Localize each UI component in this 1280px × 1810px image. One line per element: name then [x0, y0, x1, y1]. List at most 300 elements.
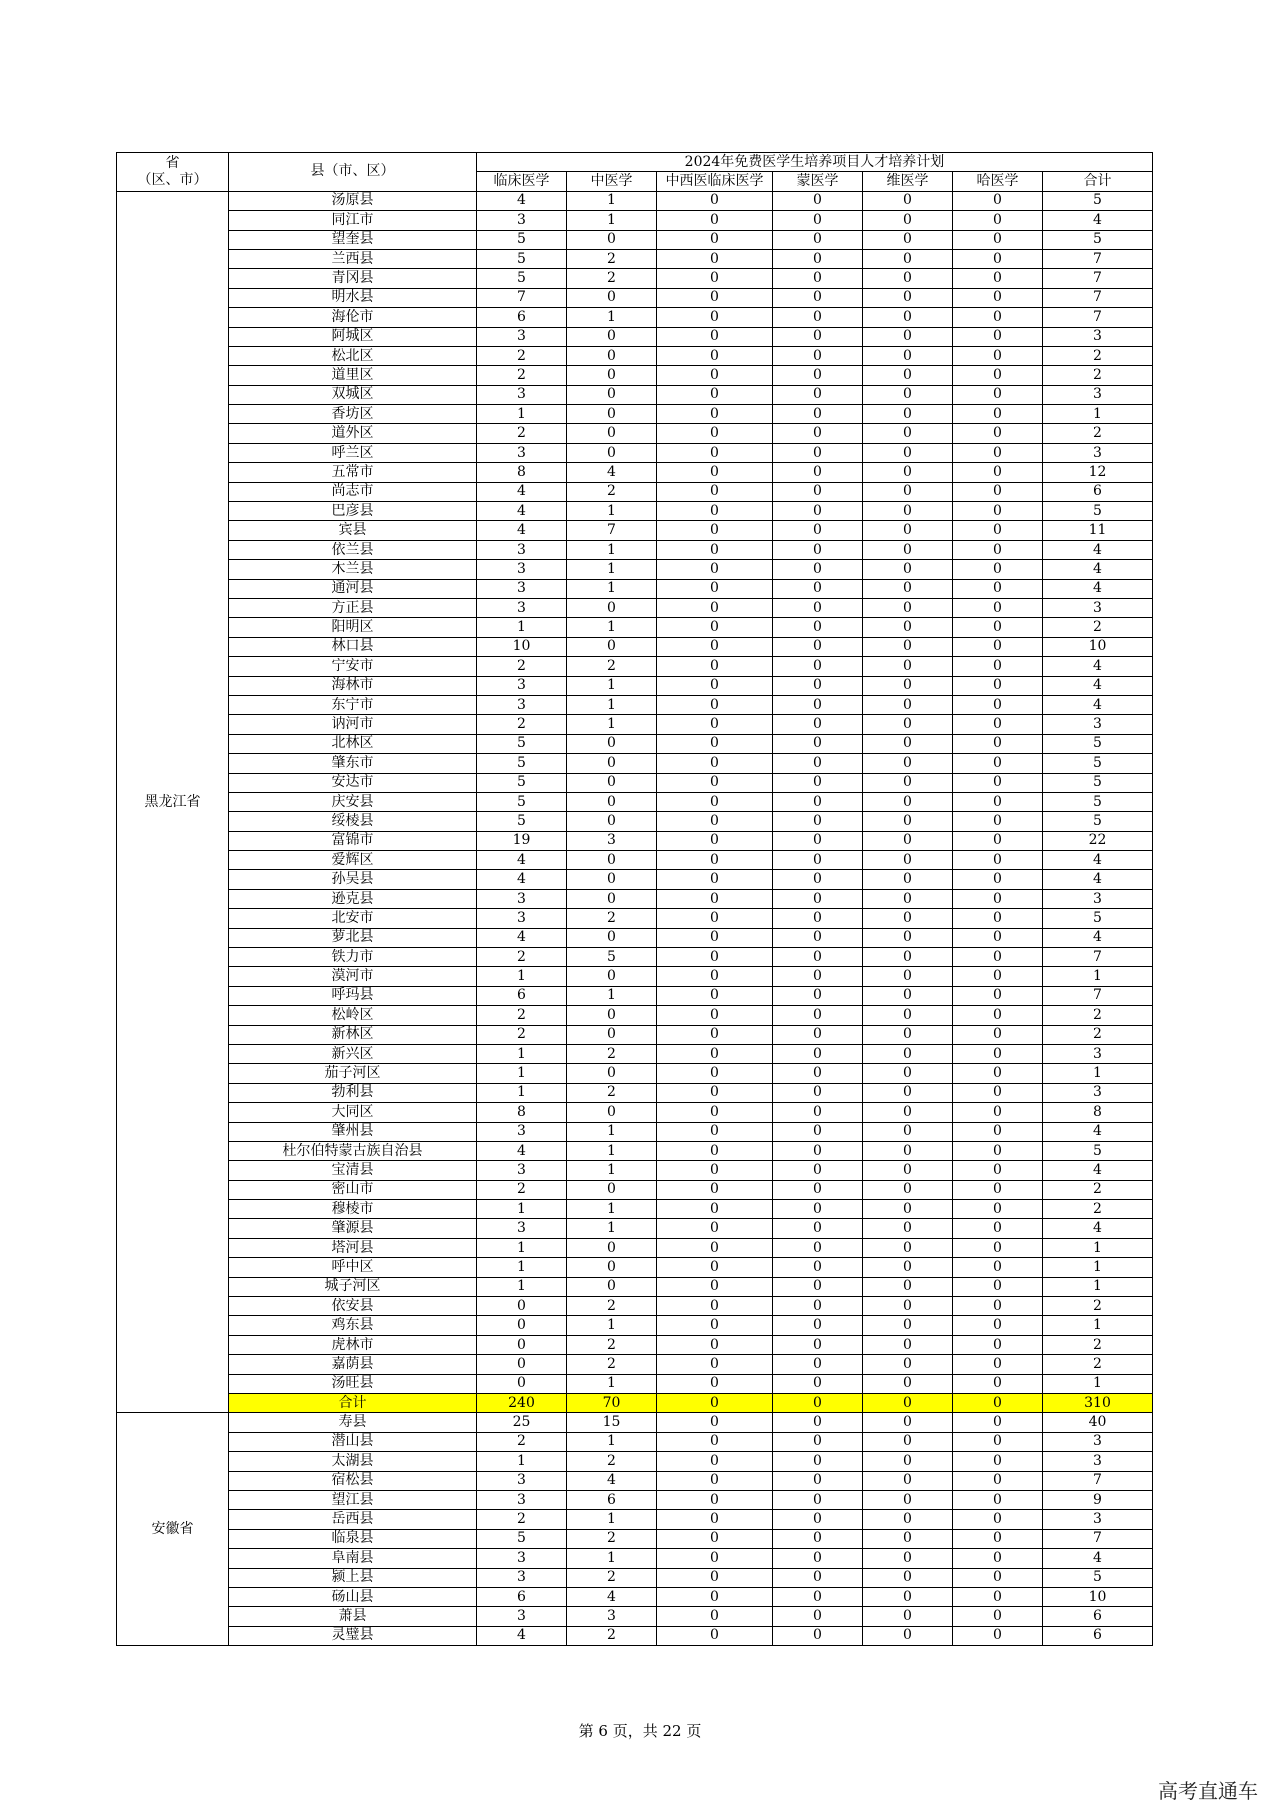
county-cell: 肇源县 — [229, 1219, 477, 1238]
value-cell: 0 — [953, 637, 1043, 656]
value-cell: 2 — [567, 1335, 657, 1354]
table-row — [117, 909, 1153, 928]
county-cell: 木兰县 — [229, 560, 477, 579]
value-cell: 6 — [477, 1587, 567, 1606]
value-cell: 0 — [657, 909, 773, 928]
county-cell: 尚志市 — [229, 482, 477, 501]
value-cell: 1 — [477, 967, 567, 986]
value-cell: 5 — [1043, 812, 1153, 831]
county-cell: 五常市 — [229, 463, 477, 482]
value-cell: 0 — [657, 1452, 773, 1471]
table-row — [117, 1277, 1153, 1296]
county-cell: 阿城区 — [229, 327, 477, 346]
value-cell: 0 — [953, 308, 1043, 327]
value-cell: 0 — [567, 1025, 657, 1044]
value-cell: 10 — [477, 637, 567, 656]
value-cell: 0 — [773, 870, 863, 889]
value-cell: 0 — [567, 928, 657, 947]
value-cell: 2 — [477, 366, 567, 385]
value-cell: 2 — [477, 346, 567, 365]
value-cell: 0 — [953, 754, 1043, 773]
value-cell: 0 — [953, 346, 1043, 365]
value-cell: 1 — [1043, 1316, 1153, 1335]
value-cell: 0 — [773, 366, 863, 385]
value-cell: 5 — [477, 812, 567, 831]
value-cell: 0 — [773, 1374, 863, 1393]
value-cell: 2 — [1043, 618, 1153, 637]
county-cell: 新兴区 — [229, 1044, 477, 1063]
table-row — [117, 870, 1153, 889]
value-cell: 0 — [863, 1335, 953, 1354]
value-cell: 0 — [567, 812, 657, 831]
value-cell: 0 — [863, 1200, 953, 1219]
value-cell: 0 — [953, 1219, 1043, 1238]
value-cell: 3 — [477, 540, 567, 559]
province-cell: 安徽省 — [117, 1413, 229, 1646]
value-cell: 0 — [657, 1200, 773, 1219]
value-cell: 0 — [863, 1219, 953, 1238]
value-cell: 1 — [567, 986, 657, 1005]
value-cell: 4 — [567, 1471, 657, 1490]
value-cell: 0 — [773, 1471, 863, 1490]
value-cell: 0 — [953, 598, 1043, 617]
table-row — [117, 346, 1153, 365]
county-cell: 呼中区 — [229, 1258, 477, 1277]
value-cell: 0 — [773, 734, 863, 753]
value-cell: 0 — [953, 366, 1043, 385]
county-cell: 潜山县 — [229, 1432, 477, 1451]
value-cell: 0 — [953, 463, 1043, 482]
table-row — [117, 1006, 1153, 1025]
table-row — [117, 1238, 1153, 1257]
value-cell: 0 — [657, 1607, 773, 1626]
value-cell: 1 — [567, 695, 657, 714]
value-cell: 0 — [657, 405, 773, 424]
value-cell: 7 — [1043, 288, 1153, 307]
value-cell: 7 — [1043, 249, 1153, 268]
value-cell: 3 — [477, 695, 567, 714]
value-cell: 7 — [1043, 1529, 1153, 1548]
value-cell: 0 — [773, 502, 863, 521]
value-cell: 0 — [863, 1258, 953, 1277]
value-cell: 1 — [567, 715, 657, 734]
table-row — [117, 1490, 1153, 1509]
value-cell: 0 — [953, 986, 1043, 1005]
value-cell: 0 — [657, 1471, 773, 1490]
value-cell: 1 — [567, 676, 657, 695]
value-cell: 0 — [863, 1432, 953, 1451]
value-cell: 0 — [953, 909, 1043, 928]
value-cell: 0 — [863, 889, 953, 908]
value-cell: 1 — [567, 618, 657, 637]
county-cell: 北安市 — [229, 909, 477, 928]
value-cell: 4 — [477, 482, 567, 501]
value-cell: 0 — [657, 1335, 773, 1354]
table-row — [117, 1471, 1153, 1490]
value-cell: 7 — [567, 521, 657, 540]
value-cell: 0 — [773, 676, 863, 695]
value-cell: 5 — [1043, 773, 1153, 792]
value-cell: 0 — [863, 1277, 953, 1296]
county-cell: 新林区 — [229, 1025, 477, 1044]
value-cell: 3 — [477, 598, 567, 617]
value-cell: 0 — [863, 715, 953, 734]
value-cell: 1 — [477, 1277, 567, 1296]
value-cell: 0 — [773, 1413, 863, 1432]
value-cell: 5 — [1043, 909, 1153, 928]
value-cell: 0 — [863, 812, 953, 831]
value-cell: 3 — [1043, 1432, 1153, 1451]
total-value-cell: 0 — [657, 1394, 773, 1413]
value-cell: 0 — [773, 948, 863, 967]
table-row — [117, 1141, 1153, 1160]
value-cell: 0 — [863, 695, 953, 714]
value-cell: 2 — [567, 909, 657, 928]
value-cell: 0 — [953, 521, 1043, 540]
value-cell: 2 — [1043, 1006, 1153, 1025]
value-cell: 2 — [1043, 346, 1153, 365]
value-cell: 5 — [1043, 191, 1153, 210]
value-cell: 11 — [1043, 521, 1153, 540]
county-cell: 兰西县 — [229, 249, 477, 268]
value-cell: 0 — [773, 540, 863, 559]
value-cell: 5 — [477, 754, 567, 773]
value-cell: 4 — [477, 870, 567, 889]
value-cell: 0 — [657, 831, 773, 850]
table-row — [117, 1297, 1153, 1316]
value-cell: 8 — [477, 1103, 567, 1122]
county-cell: 寿县 — [229, 1413, 477, 1432]
table-row — [117, 443, 1153, 462]
value-cell: 0 — [953, 1374, 1043, 1393]
value-cell: 4 — [1043, 1161, 1153, 1180]
value-cell: 4 — [567, 1587, 657, 1606]
value-cell: 0 — [657, 540, 773, 559]
value-cell: 0 — [773, 1006, 863, 1025]
value-cell: 4 — [1043, 1122, 1153, 1141]
table-row — [117, 1219, 1153, 1238]
value-cell: 10 — [1043, 637, 1153, 656]
county-cell: 宿松县 — [229, 1471, 477, 1490]
value-cell: 6 — [477, 986, 567, 1005]
value-cell: 0 — [657, 1529, 773, 1548]
value-cell: 0 — [863, 657, 953, 676]
value-cell: 0 — [953, 1122, 1043, 1141]
value-cell: 0 — [863, 249, 953, 268]
value-cell: 4 — [1043, 676, 1153, 695]
table-row — [117, 598, 1153, 617]
value-cell: 0 — [773, 482, 863, 501]
value-cell: 0 — [773, 521, 863, 540]
value-cell: 0 — [657, 346, 773, 365]
value-cell: 0 — [657, 211, 773, 230]
value-cell: 2 — [477, 424, 567, 443]
value-cell: 0 — [773, 986, 863, 1005]
value-cell: 1 — [1043, 1238, 1153, 1257]
value-cell: 0 — [863, 443, 953, 462]
table-row — [117, 657, 1153, 676]
value-cell: 0 — [773, 1219, 863, 1238]
value-cell: 4 — [1043, 851, 1153, 870]
plan-title-header: 2024年免费医学生培养项目人才培养计划 — [477, 153, 1153, 172]
table-row — [117, 1452, 1153, 1471]
table-row — [117, 734, 1153, 753]
value-cell: 0 — [773, 1141, 863, 1160]
county-cell: 双城区 — [229, 385, 477, 404]
table-row — [117, 1103, 1153, 1122]
value-cell: 1 — [477, 1258, 567, 1277]
value-cell: 4 — [1043, 1549, 1153, 1568]
county-cell: 塔河县 — [229, 1238, 477, 1257]
value-cell: 0 — [863, 1626, 953, 1645]
value-cell: 0 — [953, 540, 1043, 559]
value-cell: 0 — [773, 211, 863, 230]
value-cell: 0 — [567, 1103, 657, 1122]
table-row — [117, 889, 1153, 908]
county-cell: 肇州县 — [229, 1122, 477, 1141]
table-row — [117, 540, 1153, 559]
value-cell: 0 — [657, 1180, 773, 1199]
value-cell: 2 — [477, 1006, 567, 1025]
value-cell: 0 — [567, 1238, 657, 1257]
value-cell: 0 — [773, 1549, 863, 1568]
value-cell: 0 — [773, 1180, 863, 1199]
value-cell: 0 — [773, 967, 863, 986]
value-cell: 3 — [477, 443, 567, 462]
value-cell: 2 — [477, 715, 567, 734]
value-cell: 0 — [863, 909, 953, 928]
value-cell: 5 — [1043, 230, 1153, 249]
value-cell: 0 — [657, 986, 773, 1005]
value-cell: 0 — [773, 424, 863, 443]
value-cell: 0 — [863, 637, 953, 656]
value-cell: 0 — [773, 463, 863, 482]
value-cell: 3 — [567, 831, 657, 850]
value-cell: 0 — [953, 1490, 1043, 1509]
value-cell: 5 — [1043, 1568, 1153, 1587]
county-cell: 依兰县 — [229, 540, 477, 559]
value-cell: 0 — [953, 1200, 1043, 1219]
county-cell: 安达市 — [229, 773, 477, 792]
value-cell: 0 — [567, 288, 657, 307]
value-cell: 0 — [953, 1529, 1043, 1548]
value-cell: 0 — [657, 657, 773, 676]
value-cell: 2 — [1043, 1200, 1153, 1219]
value-cell: 1 — [477, 618, 567, 637]
value-cell: 0 — [773, 405, 863, 424]
value-cell: 0 — [863, 1064, 953, 1083]
value-cell: 0 — [953, 928, 1043, 947]
value-cell: 0 — [773, 1122, 863, 1141]
value-cell: 0 — [657, 1510, 773, 1529]
value-cell: 1 — [567, 579, 657, 598]
value-cell: 3 — [477, 1161, 567, 1180]
value-cell: 1 — [567, 540, 657, 559]
table-row — [117, 773, 1153, 792]
county-cell: 北林区 — [229, 734, 477, 753]
table-row — [117, 308, 1153, 327]
value-cell: 5 — [1043, 734, 1153, 753]
table-row — [117, 618, 1153, 637]
value-cell: 0 — [953, 695, 1043, 714]
value-cell: 0 — [773, 812, 863, 831]
value-cell: 0 — [863, 211, 953, 230]
value-cell: 4 — [1043, 870, 1153, 889]
value-cell: 3 — [477, 889, 567, 908]
table-row — [117, 1587, 1153, 1606]
county-cell: 铁力市 — [229, 948, 477, 967]
province-header-line1: 省 — [165, 154, 180, 171]
value-cell: 0 — [863, 773, 953, 792]
county-cell: 城子河区 — [229, 1277, 477, 1296]
value-cell: 0 — [863, 385, 953, 404]
value-cell: 1 — [567, 191, 657, 210]
value-cell: 0 — [863, 1355, 953, 1374]
county-cell: 大同区 — [229, 1103, 477, 1122]
table-row — [117, 1432, 1153, 1451]
county-cell: 密山市 — [229, 1180, 477, 1199]
value-cell: 2 — [1043, 1025, 1153, 1044]
county-cell: 望江县 — [229, 1490, 477, 1509]
value-cell: 2 — [1043, 366, 1153, 385]
value-cell: 12 — [1043, 463, 1153, 482]
county-cell: 漠河市 — [229, 967, 477, 986]
value-cell: 0 — [953, 1180, 1043, 1199]
county-cell: 望奎县 — [229, 230, 477, 249]
table-row — [117, 1374, 1153, 1393]
value-cell: 0 — [953, 734, 1043, 753]
value-cell: 0 — [657, 851, 773, 870]
table-row — [117, 1044, 1153, 1063]
table-row — [117, 269, 1153, 288]
value-cell: 3 — [477, 1122, 567, 1141]
value-cell: 0 — [657, 366, 773, 385]
value-cell: 5 — [1043, 502, 1153, 521]
value-cell: 4 — [477, 1626, 567, 1645]
table-row — [117, 1180, 1153, 1199]
value-cell: 3 — [477, 385, 567, 404]
value-cell: 0 — [657, 424, 773, 443]
value-cell: 0 — [567, 405, 657, 424]
value-cell: 0 — [773, 1161, 863, 1180]
value-cell: 0 — [953, 1141, 1043, 1160]
value-cell: 0 — [773, 1238, 863, 1257]
value-cell: 4 — [1043, 657, 1153, 676]
value-cell: 4 — [1043, 928, 1153, 947]
county-cell: 道外区 — [229, 424, 477, 443]
value-cell: 0 — [657, 249, 773, 268]
value-cell: 0 — [773, 1200, 863, 1219]
value-cell: 3 — [477, 1219, 567, 1238]
table-row — [117, 792, 1153, 811]
value-cell: 0 — [953, 1161, 1043, 1180]
value-cell: 0 — [773, 792, 863, 811]
value-cell: 0 — [773, 1432, 863, 1451]
value-cell: 3 — [1043, 1452, 1153, 1471]
county-header: 县（市、区） — [229, 153, 477, 192]
value-cell: 6 — [1043, 1626, 1153, 1645]
value-cell: 2 — [567, 1044, 657, 1063]
value-cell: 0 — [863, 579, 953, 598]
value-cell: 0 — [773, 889, 863, 908]
value-cell: 0 — [863, 1452, 953, 1471]
value-cell: 0 — [657, 1587, 773, 1606]
value-cell: 4 — [477, 521, 567, 540]
value-cell: 1 — [567, 211, 657, 230]
column-header: 合计 — [1043, 172, 1153, 191]
value-cell: 0 — [863, 1025, 953, 1044]
table-row — [117, 1258, 1153, 1277]
value-cell: 0 — [773, 1025, 863, 1044]
value-cell: 2 — [477, 1025, 567, 1044]
value-cell: 0 — [657, 1374, 773, 1393]
value-cell: 0 — [657, 676, 773, 695]
value-cell: 0 — [773, 695, 863, 714]
value-cell: 0 — [657, 695, 773, 714]
county-cell: 肇东市 — [229, 754, 477, 773]
value-cell: 0 — [773, 1277, 863, 1296]
value-cell: 7 — [477, 288, 567, 307]
value-cell: 0 — [773, 928, 863, 947]
value-cell: 5 — [477, 773, 567, 792]
value-cell: 0 — [953, 870, 1043, 889]
value-cell: 0 — [953, 676, 1043, 695]
value-cell: 0 — [657, 1568, 773, 1587]
value-cell: 0 — [657, 502, 773, 521]
value-cell: 1 — [567, 1316, 657, 1335]
value-cell: 0 — [567, 424, 657, 443]
value-cell: 0 — [773, 1335, 863, 1354]
value-cell: 0 — [863, 424, 953, 443]
value-cell: 0 — [863, 851, 953, 870]
value-cell: 0 — [863, 521, 953, 540]
value-cell: 0 — [657, 870, 773, 889]
value-cell: 0 — [773, 1490, 863, 1509]
value-cell: 4 — [1043, 560, 1153, 579]
value-cell: 0 — [477, 1374, 567, 1393]
value-cell: 0 — [657, 1490, 773, 1509]
value-cell: 0 — [953, 773, 1043, 792]
value-cell: 0 — [657, 269, 773, 288]
value-cell: 0 — [657, 1044, 773, 1063]
value-cell: 3 — [477, 327, 567, 346]
value-cell: 0 — [863, 1316, 953, 1335]
value-cell: 1 — [477, 405, 567, 424]
value-cell: 0 — [773, 1510, 863, 1529]
province-header-line2: （区、市） — [137, 171, 208, 188]
value-cell: 0 — [567, 889, 657, 908]
value-cell: 0 — [567, 598, 657, 617]
county-cell: 讷河市 — [229, 715, 477, 734]
value-cell: 2 — [1043, 424, 1153, 443]
value-cell: 1 — [477, 1200, 567, 1219]
value-cell: 19 — [477, 831, 567, 850]
value-cell: 0 — [863, 1471, 953, 1490]
value-cell: 3 — [567, 1607, 657, 1626]
total-row — [117, 1394, 1153, 1413]
value-cell: 0 — [953, 1549, 1043, 1568]
value-cell: 0 — [567, 1258, 657, 1277]
county-cell: 灵璧县 — [229, 1626, 477, 1645]
value-cell: 0 — [657, 1297, 773, 1316]
value-cell: 0 — [773, 327, 863, 346]
value-cell: 2 — [567, 249, 657, 268]
value-cell: 1 — [477, 1064, 567, 1083]
value-cell: 0 — [953, 1297, 1043, 1316]
table-row — [117, 637, 1153, 656]
table-row — [117, 502, 1153, 521]
table-row — [117, 1025, 1153, 1044]
